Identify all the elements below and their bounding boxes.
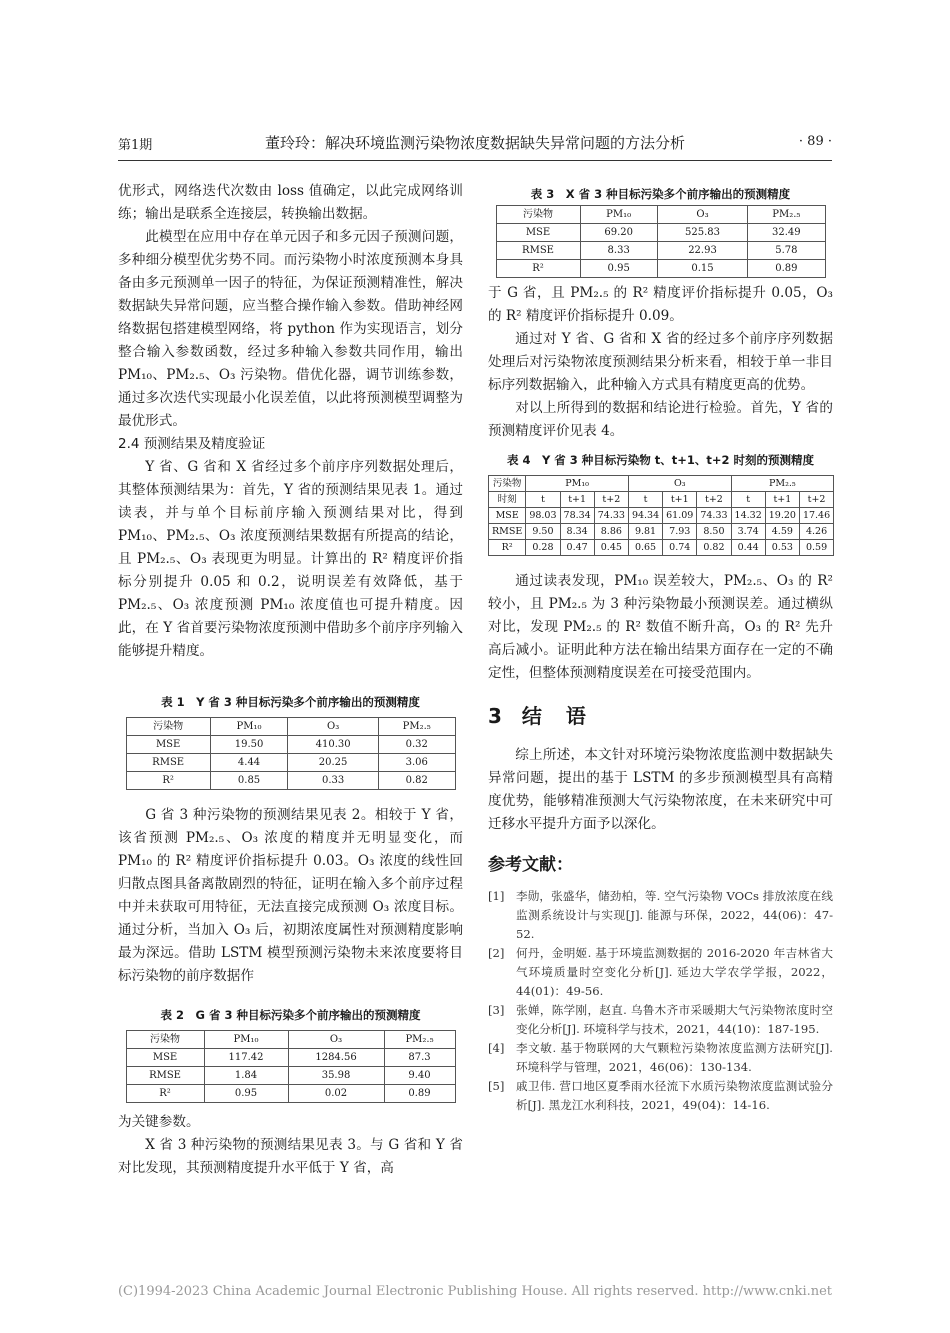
table-row: MSE 117.42 1284.56 87.3 — [126, 1049, 455, 1067]
paragraph: 对以上所得到的数据和结论进行检验。首先，Y 省的预测精度评价见表 4。 — [488, 400, 833, 439]
table-row: RMSE 1.84 35.98 9.40 — [126, 1067, 455, 1085]
reference-item: [3] 张婵，陈学刚，赵直. 乌鲁木齐市采暖期大气污染物浓度时空变化分析[J]. 环境科学与技术，2021，44(10)：187-195. — [488, 1003, 833, 1036]
table-1 — [126, 717, 456, 790]
table-3 — [496, 205, 826, 278]
header-rule — [118, 160, 832, 161]
table-3-caption: 表 3 X 省 3 种目标污染多个前序输出的预测精度 — [530, 187, 791, 201]
table-row: MSE 69.20 525.83 32.49 — [496, 224, 825, 242]
reference-item: [1] 李勋，张盛华，储劲柏，等. 空气污染物 VOCs 排放浓度在线监测系统设计与实现[J]. 能源与环保，2022，44(06)：47-52. — [488, 889, 833, 941]
table-row: RMSE 9.50 8.34 8.86 9.81 7.93 8.50 3.74 4.59 4.26 — [489, 524, 834, 540]
right-column — [488, 185, 833, 1115]
running-title: 董玲玲：解决环境监测污染物浓度数据缺失异常问题的方法分析 — [264, 134, 685, 152]
table-row: RMSE 8.33 22.93 5.78 — [496, 242, 825, 260]
reference-list — [488, 887, 833, 1115]
table-row: R² 0.28 0.47 0.45 0.65 0.74 0.82 0.44 0.53 0.59 — [489, 540, 834, 556]
page-header — [118, 132, 832, 154]
reference-item: [2] 何丹，金明姬. 基于环境监测数据的 2016-2020 年吉林省大气环境质量时空变化分析[J]. 延边大学农学学报，2022，44(01)：49-56. — [488, 946, 833, 998]
table-2-caption: 表 2 G 省 3 种目标污染多个前序输出的预测精度 — [160, 1008, 421, 1022]
table-header-row: 时刻 t t+1 t+2 t t+1 t+2 t t+1 t+2 — [489, 492, 834, 508]
table-4 — [488, 475, 834, 556]
paragraph: 优形式，网络迭代次数由 loss 值确定，以此完成网络训练；输出是联系全连接层，转换输出数据。 — [118, 183, 463, 222]
references-heading: 参考文献： — [488, 855, 573, 875]
table-group-row: 污染物 PM₁₀ O₃ PM₂.₅ — [489, 476, 834, 492]
table-header-row: 污染物 PM₁₀ O₃ PM₂.₅ — [126, 718, 455, 736]
section-heading-2-4: 2.4 预测结果及精度验证 — [118, 436, 266, 452]
copyright-footer: (C)1994-2023 China Academic Journal Electronic Publishing House. All rights reserved. http://www.cnki.net — [117, 1284, 833, 1299]
page-number: · 89 · — [798, 134, 832, 149]
table-header-row: 污染物 PM₁₀ O₃ PM₂.₅ — [496, 206, 825, 224]
paragraph: 此模型在应用中存在单元因子和多元因子预测问题，多种细分模型优劣势不同。而污染物小时浓度预测本身具备由多元预测单一因子的特征，为保证预测精准性，解决数据缺失异常问题，应当整合操作输入参数。借助神经网络数据包搭建模型网络，将 python 作为实现语言，划分整合输入参数函数，经过多种输入参数共同作用，输出 PM₁₀、PM₂.₅、O₃ 污染物。借优化器，调节训练参数，通过多次迭代实现最小化误差值，以此将预测模型调整为最优形式。 — [118, 229, 463, 429]
table-row: RMSE 4.44 20.25 3.06 — [126, 754, 455, 772]
reference-item: [4] 李文敏. 基于物联网的大气颗粒污染物浓度监测方法研究[J]. 环境科学与管理，2021，46(06)：130-134. — [488, 1041, 833, 1074]
paragraph: X 省 3 种污染物的预测结果见表 3。与 G 省和 Y 省对比发现，其预测精度提升水平低于 Y 省，高 — [118, 1137, 463, 1176]
paragraph: 综上所述，本文针对环境污染物浓度监测中数据缺失异常问题，提出的基于 LSTM 的多步预测模型具有高精度优势，能够精准预测大气污染物浓度，在未来研究中可迁移水平提升方面予以深化。 — [488, 747, 833, 832]
paragraph: 于 G 省，且 PM₂.₅ 的 R² 精度评价指标提升 0.05，O₃ 的 R² 精度评价指标提升 0.09。 — [488, 285, 833, 324]
table-row: R² 0.95 0.15 0.89 — [496, 260, 825, 278]
table-1-caption: 表 1 Y 省 3 种目标污染多个前序输出的预测精度 — [161, 695, 420, 709]
table-row: MSE 98.03 78.34 74.33 94.34 61.09 74.33 14.32 19.20 17.46 — [489, 508, 834, 524]
table-2 — [126, 1030, 456, 1103]
paragraph: G 省 3 种污染物的预测结果见表 2。相较于 Y 省，该省预测 PM₂.₅、O₃ 浓度的精度并无明显变化，而 PM₁₀ 的 R² 精度评价指标提升 0.03。O₃ 浓度的线性回归散点图具备离散剧烈的特征，证明在输入多个前序过程中并未获取可用特征，无法直接完成预测 O₃ 浓度目标。通过分析，当加入 O₃ 后，初期浓度属性对预测精度影响最为深远。借助 LSTM 模型预测污染物未来浓度要将目标污染物的前序数据作 — [118, 807, 463, 984]
paragraph: 为关键参数。 — [118, 1114, 200, 1130]
paragraph: 通过读表发现，PM₁₀ 误差较大，PM₂.₅、O₃ 的 R² 较小，且 PM₂.₅ 为 3 种污染物最小预测误差。通过横纵对比，发现 PM₂.₅ 的 R² 数值不断升高，O₃ 的 R² 先升高后减小。证明此种方法在输出结果方面存在一定的不确定性，但整体预测精度误差在可接受范围内。 — [488, 573, 833, 681]
table-row: R² 0.95 0.02 0.89 — [126, 1085, 455, 1103]
table-4-caption: 表 4 Y 省 3 种目标污染物 t、t+1、t+2 时刻的预测精度 — [506, 453, 815, 467]
table-header-row: 污染物 PM₁₀ O₃ PM₂.₅ — [126, 1031, 455, 1049]
table-row: R² 0.85 0.33 0.82 — [126, 772, 455, 790]
paragraph: Y 省、G 省和 X 省经过多个前序序列数据处理后，其整体预测结果为：首先，Y 省的预测结果见表 1。通过读表，并与单个目标前序输入预测结果对比，得到 PM₁₀、PM₂.₅、O₃ 浓度预测结果数据有所提高的结论，且 PM₂.₅、O₃ 表现更为明显。计算出的 R² 精度评价指标分别提升 0.05 和 0.2，说明误差有效降低，基于 PM₂.₅、O₃ 浓度预测 PM₁₀ 浓度值也可提升精度。因此，在 Y 省首要污染物浓度预测中借助多个前序序列输入能够提升精度。 — [118, 459, 463, 659]
section-heading-3: 3 结 语 — [488, 704, 588, 728]
left-column — [118, 180, 463, 1180]
paragraph: 通过对 Y 省、G 省和 X 省的经过多个前序序列数据处理后对污染物浓度预测结果分析来看，相较于单一非目标序列数据输入，此种输入方式具有精度更高的优势。 — [488, 331, 833, 393]
table-row: MSE 19.50 410.30 0.32 — [126, 736, 455, 754]
issue-number: 第1期 — [118, 138, 153, 153]
reference-item: [5] 戚卫伟. 营口地区夏季雨水径流下水质污染物浓度监测试验分析[J]. 黑龙江水利科技，2021，49(04)：14-16. — [488, 1079, 833, 1112]
